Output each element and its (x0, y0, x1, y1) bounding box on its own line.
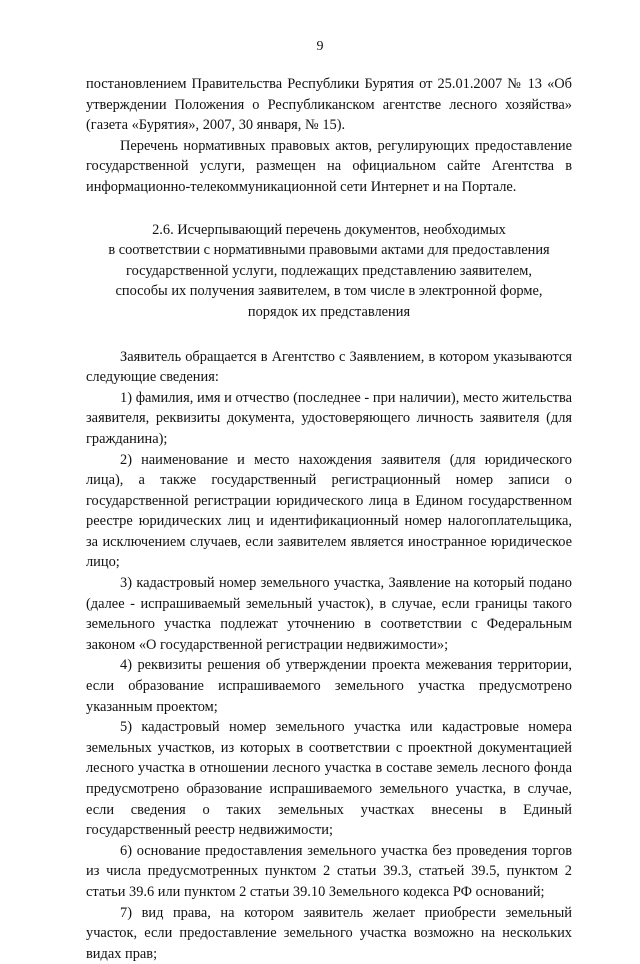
section-heading-line: в соответствии с нормативными правовыми актами для предоставления (108, 242, 550, 259)
section-heading-line: способы их получения заявителем, в том числе в электронной форме, (115, 283, 543, 300)
list-item-7: 7) вид права, на котором заявитель желает приобрести земельный участок, если предоставление земельного участка возможно на нескольких видах прав; (86, 904, 572, 962)
list-item-1: 1) фамилия, имя и отчество (последнее - при наличии), место жительства заявителя, реквизиты документа, удостоверяющего личность заявителя (для гражданина); (86, 389, 572, 447)
intro-paragraph-1: постановлением Правительства Республики Бурятия от 25.01.2007 № 13 «Об утверждении Положения о Республиканском агентстве лесного хозяйства» (газета «Бурятия», 2007, 30 января, № 15). (86, 76, 572, 134)
list-item-4: 4) реквизиты решения об утверждении проекта межевания территории, если образование испрашиваемого земельного участка предусмотрено указанным проектом; (86, 657, 572, 715)
section-lead-paragraph: Заявитель обращается в Агентство с Заявлением, в котором указываются следующие сведения: (86, 348, 572, 386)
list-item-6: 6) основание предоставления земельного участка без проведения торгов из числа предусмотренных пунктом 2 статьи 39.3, статьей 39.5, пунктом 2 статьи 39.6 или пунктом 2 статьи 39.10 Земельного кодекса РФ оснований; (86, 842, 572, 900)
section-heading-line: порядок их представления (247, 303, 411, 320)
list-item-2: 2) наименование и место нахождения заявителя (для юридического лица), а также государственный регистрационный номер записи о государственной регистрации юридического лица в Едином государственном реестре юридических лиц и идентификационный номер налогоплательщика, за исключением случаев, если заявителем является иностранное юридическое лицо; (86, 451, 572, 571)
section-heading-line: 2.6. Исчерпывающий перечень документов, необходимых (152, 221, 506, 238)
list-item-3: 3) кадастровый номер земельного участка, Заявление на который подано (далее - испрашиваемый земельный участок), в случае, если границы такого земельного участка подлежат уточнению в соответствии с Федеральным законом «О государственной регистрации недвижимости»; (86, 575, 572, 653)
intro-paragraph-2: Перечень нормативных правовых актов, регулирующих предоставление государственной услуги, размещен на официальном сайте Агентства в информационно-телекоммуникационной сети Интернет и на Портале. (86, 137, 572, 195)
section-heading-line: государственной услуги, подлежащих представлению заявителем, (126, 262, 532, 279)
list-item-5: 5) кадастровый номер земельного участка или кадастровые номера земельных участков, из которых в соответствии с проектной документацией лесного участка в отношении лесного участка в составе земель лесного фонда предусмотрено образование испрашиваемого земельного участка, в случае, если сведения о таких земельных участках внесены в Единый государственный реестр недвижимости; (86, 719, 572, 839)
document-body (86, 74, 572, 964)
page-number: 9 (316, 39, 324, 54)
section-heading (86, 220, 572, 323)
